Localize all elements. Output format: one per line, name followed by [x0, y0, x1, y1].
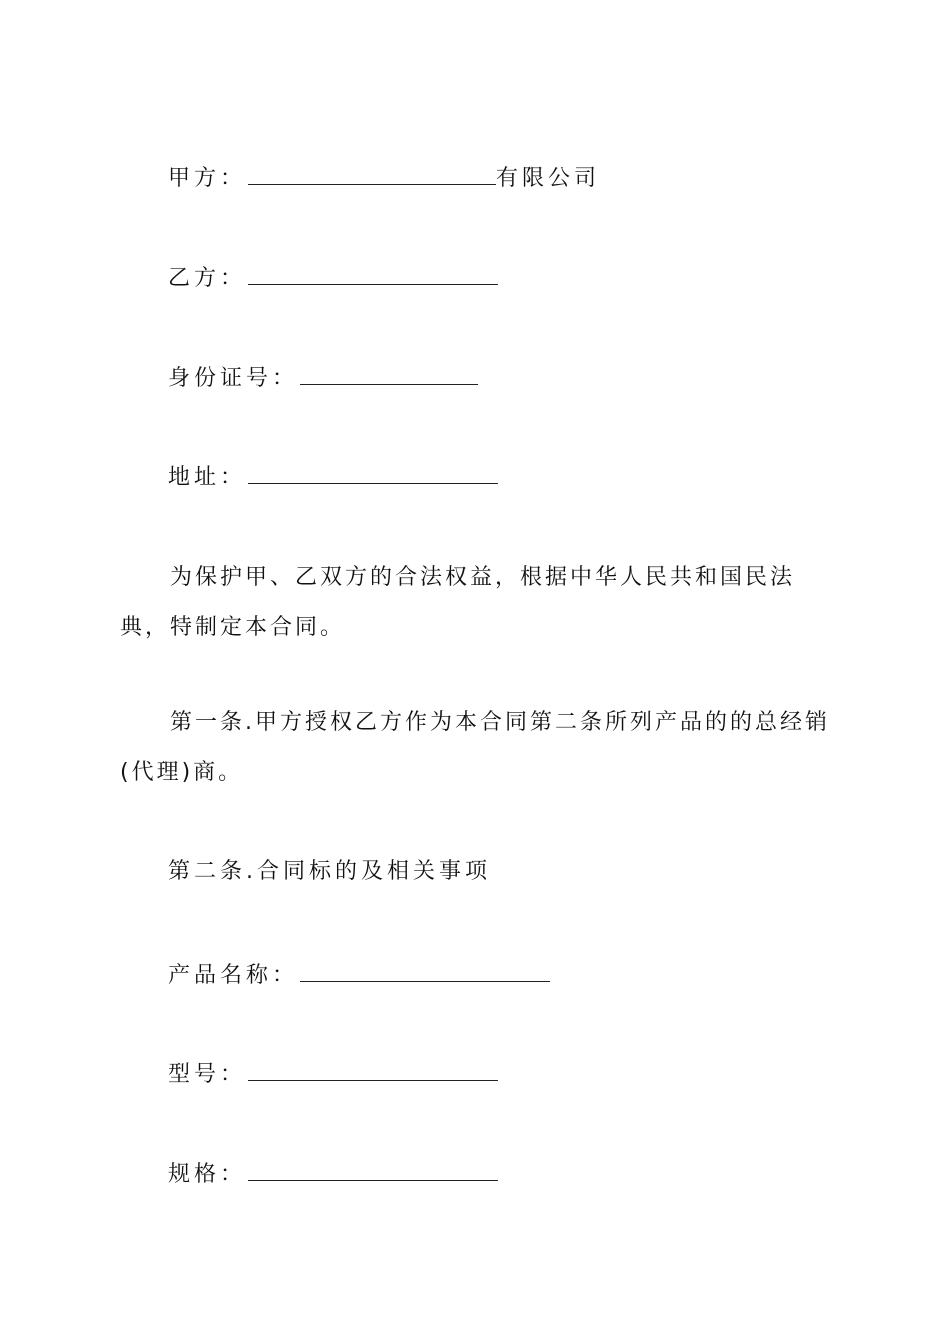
- article-one: 第一条.甲方授权乙方作为本合同第二条所列产品的的总经销(代理)商。: [120, 710, 830, 785]
- product-name-blank[interactable]: [300, 959, 550, 982]
- address-blank[interactable]: [248, 461, 498, 484]
- purpose-paragraph: 为保护甲、乙双方的合法权益，根据中华人民共和国民法典，特制定本合同。: [120, 565, 796, 640]
- article-two-title: 第二条.合同标的及相关事项: [168, 859, 491, 884]
- product-name-label: 产品名称：: [168, 963, 299, 988]
- id-number-line: [168, 362, 478, 394]
- party-b-label: 乙方：: [168, 266, 247, 291]
- party-a-blank[interactable]: [248, 162, 496, 185]
- party-b-blank[interactable]: [248, 262, 498, 285]
- model-line: [168, 1058, 498, 1090]
- spec-line: [168, 1158, 498, 1190]
- address-label: 地址：: [168, 465, 247, 490]
- model-label: 型号：: [168, 1062, 247, 1087]
- party-a-suffix: 有限公司: [496, 166, 601, 191]
- party-a-label: 甲方：: [168, 166, 247, 191]
- product-name-line: [168, 959, 550, 991]
- model-blank[interactable]: [248, 1058, 498, 1081]
- spec-label: 规格：: [168, 1162, 247, 1187]
- party-a-line: [168, 162, 600, 194]
- address-line: [168, 461, 498, 493]
- id-number-label: 身份证号：: [168, 366, 299, 391]
- id-number-blank[interactable]: [300, 362, 478, 385]
- party-b-line: [168, 262, 498, 294]
- spec-blank[interactable]: [248, 1158, 498, 1181]
